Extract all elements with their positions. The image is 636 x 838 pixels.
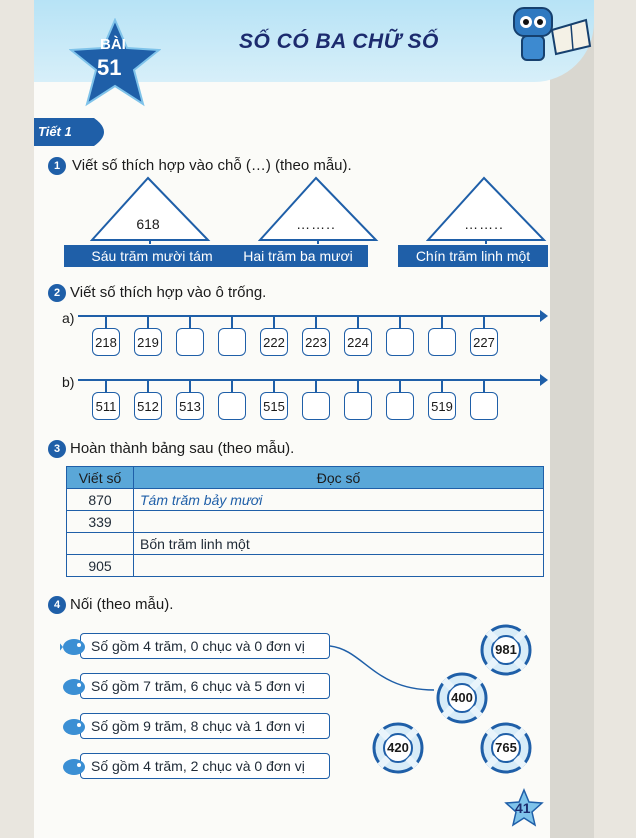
fish-icon bbox=[60, 715, 88, 739]
page-edge bbox=[550, 0, 594, 838]
line-b-box-9: 519 bbox=[428, 392, 456, 420]
fish-icon bbox=[60, 755, 88, 779]
question-3-number: 3 bbox=[48, 440, 66, 458]
triangle-3 bbox=[426, 176, 560, 244]
question-4-text: Nối (theo mẫu). bbox=[70, 596, 174, 613]
robot-reading-icon bbox=[504, 0, 594, 70]
line-b-box-6[interactable] bbox=[302, 392, 330, 420]
row-1-reading: Tám trăm bảy mươi bbox=[134, 489, 544, 511]
connect-item-1-text: Số gồm 4 trăm, 0 chục và 0 đơn vị bbox=[80, 633, 330, 659]
table-row bbox=[67, 533, 544, 555]
triangle-1 bbox=[90, 176, 224, 244]
table-row bbox=[67, 555, 544, 577]
line-b-box-4[interactable] bbox=[218, 392, 246, 420]
number-line-a bbox=[78, 306, 548, 330]
triangle-3-blank[interactable]: …….. bbox=[464, 216, 504, 232]
question-4-number: 4 bbox=[48, 596, 66, 614]
line-a-box-1: 218 bbox=[92, 328, 120, 356]
number-line-b bbox=[78, 370, 548, 394]
line-b-box-1: 511 bbox=[92, 392, 120, 420]
triangle-1-words: Sáu trăm mười tám bbox=[64, 245, 240, 267]
line-b-box-2: 512 bbox=[134, 392, 162, 420]
workbook-page bbox=[34, 0, 594, 838]
connect-item-2[interactable] bbox=[60, 673, 330, 699]
triangle-2 bbox=[258, 176, 392, 244]
line-a-box-7: 224 bbox=[344, 328, 372, 356]
question-1-text: Viết số thích hợp vào chỗ (…) (theo mẫu). bbox=[72, 157, 352, 174]
row-3-reading: Bốn trăm linh một bbox=[134, 533, 544, 555]
connect-item-4-text: Số gồm 4 trăm, 2 chục và 0 đơn vị bbox=[80, 753, 330, 779]
ring-2-value[interactable]: 400 bbox=[451, 690, 473, 705]
ring-4-value[interactable]: 765 bbox=[495, 740, 517, 755]
lesson-number: 51 bbox=[97, 55, 122, 80]
table-row bbox=[67, 489, 544, 511]
row-1-number: 870 bbox=[67, 489, 134, 511]
line-a-box-9[interactable] bbox=[428, 328, 456, 356]
connect-item-4[interactable] bbox=[60, 753, 330, 779]
header-write: Viết số bbox=[67, 467, 134, 489]
ring-1-value[interactable]: 981 bbox=[495, 642, 517, 657]
row-2-reading[interactable] bbox=[134, 511, 544, 533]
question-2-text: Viết số thích hợp vào ô trống. bbox=[70, 284, 267, 301]
triangle-1-value: 618 bbox=[136, 216, 160, 232]
line-b-label: b) bbox=[62, 374, 75, 390]
header-read: Đọc số bbox=[134, 467, 544, 489]
triangle-3-words: Chín trăm linh một bbox=[398, 245, 548, 267]
connect-item-3-text: Số gồm 9 trăm, 8 chục và 1 đơn vị bbox=[80, 713, 330, 739]
triangle-2-blank[interactable]: …….. bbox=[296, 216, 336, 232]
question-1-number: 1 bbox=[48, 157, 66, 175]
section-label: Tiết 1 bbox=[38, 124, 72, 139]
question-3-text: Hoàn thành bảng sau (theo mẫu). bbox=[70, 440, 295, 457]
row-2-number: 339 bbox=[67, 511, 134, 533]
ring-3-value[interactable]: 420 bbox=[387, 740, 409, 755]
line-a-box-4[interactable] bbox=[218, 328, 246, 356]
read-write-table bbox=[66, 466, 544, 577]
line-b-box-10[interactable] bbox=[470, 392, 498, 420]
row-4-reading[interactable] bbox=[134, 555, 544, 577]
row-4-number: 905 bbox=[67, 555, 134, 577]
triangle-2-words: Hai trăm ba mươi bbox=[228, 245, 368, 267]
connect-item-1[interactable] bbox=[60, 633, 330, 659]
line-a-label: a) bbox=[62, 310, 75, 326]
lesson-label: BÀI bbox=[100, 36, 126, 53]
page-number: 41 bbox=[515, 800, 531, 816]
line-a-box-5: 222 bbox=[260, 328, 288, 356]
page-title: SỐ CÓ BA CHỮ SỐ bbox=[239, 30, 439, 53]
line-a-box-10: 227 bbox=[470, 328, 498, 356]
line-b-box-7[interactable] bbox=[344, 392, 372, 420]
row-3-number[interactable] bbox=[67, 533, 134, 555]
table-row bbox=[67, 511, 544, 533]
line-a-box-6: 223 bbox=[302, 328, 330, 356]
connect-item-3[interactable] bbox=[60, 713, 330, 739]
line-b-box-5: 515 bbox=[260, 392, 288, 420]
line-b-box-3: 513 bbox=[176, 392, 204, 420]
connect-item-2-text: Số gồm 7 trăm, 6 chục và 5 đơn vị bbox=[80, 673, 330, 699]
question-2-number: 2 bbox=[48, 284, 66, 302]
line-a-box-8[interactable] bbox=[386, 328, 414, 356]
table-header-row bbox=[67, 467, 544, 489]
fish-icon bbox=[60, 635, 88, 659]
line-a-box-2: 219 bbox=[134, 328, 162, 356]
line-a-box-3[interactable] bbox=[176, 328, 204, 356]
fish-icon bbox=[60, 675, 88, 699]
line-b-box-8[interactable] bbox=[386, 392, 414, 420]
